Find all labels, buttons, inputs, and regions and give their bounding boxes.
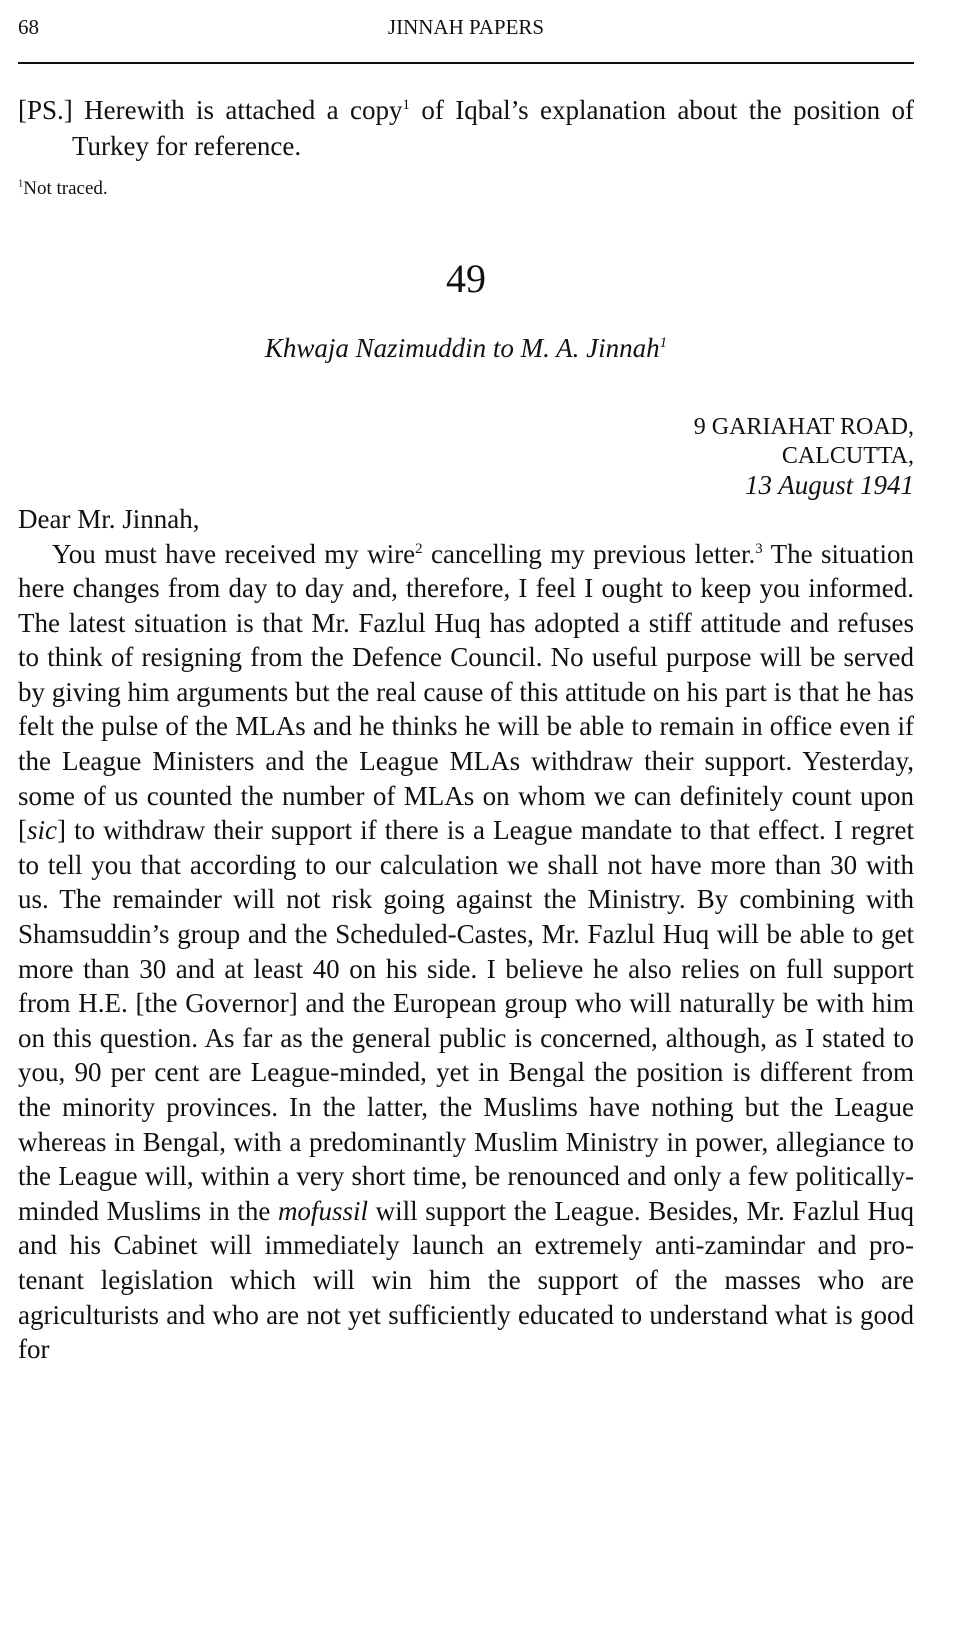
sic-word: sic (27, 815, 57, 846)
letter-body (18, 537, 914, 1367)
postscript-note (18, 92, 914, 164)
footnote-text: Not traced. (23, 178, 108, 199)
footnote (18, 177, 914, 201)
body-segment-4: ] to withdraw their support if there is a League mandate to that effect. I regret to tell you that according to our calculation we shall not have more than 30 with us. The remainder will not risk going against the Ministry. By combining with Shamsuddin’s group and the Scheduled-Castes, Mr. Fazlul Huq will be able to get more than 30 and at least 40 on his side. I believe he also relies on full support from H.E. [the Governor] and the European group who will naturally be with him on this question. As far as the general public is concerned, although, as I stated to you, 90 per cent are League-minded, yet in Bengal the position is different from the minority provinces. In the latter, the Muslims have nothing but the League whereas in Bengal, with a predominantly Muslim Ministry in power, allegiance to the League will, within a very short time, be renounced and only a few politically-minded Muslims in the (18, 815, 914, 1226)
footnote-marker: 1 (18, 178, 24, 190)
ps-text-after: of Iqbal’s explanation about the position of Turkey for reference. (72, 95, 915, 161)
body-segment-1: You must have received my wire (52, 538, 416, 569)
running-head: JINNAH PAPERS (387, 15, 545, 39)
body-segment-5: will support the League. Besides, Mr. Fazlul Huq and his Cabinet will immediately launch an extremely anti-zamindar and pro-tenant legislation which will win him the support of the masses who are agriculturists and who are not yet sufficiently educated to understand what is good for (18, 1195, 915, 1365)
ps-footnote-marker: 1 (402, 97, 410, 113)
document-number: 49 (446, 256, 486, 301)
page-number: 68 (18, 15, 39, 39)
ps-text-before: [PS.] Herewith is attached a copy (18, 95, 403, 125)
document-title (18, 331, 914, 365)
mofussil-word: mofussil (277, 1195, 368, 1226)
page-header (18, 0, 914, 64)
document-title-marker: 1 (659, 335, 668, 351)
book-page (18, 0, 914, 1367)
footnote-marker-3: 3 (755, 540, 763, 557)
body-segment-3: The situation here changes from day to day and, therefore, I feel I ought to keep you informed. The latest situation is that Mr. Fazlul Huq has adopted a stiff attitude and refuses to think of resigning from the Defence Council. No useful purpose will be served by giving him arguments but the real cause of this attitude on his part is that he has felt the pulse of the MLAs and he thinks he will be able to remain in office even if the League Ministers and the League MLAs withdraw their support. Yesterday, some of us counted the number of MLAs on whom we can definitely count upon [ (18, 538, 914, 846)
letter-date: 13 August 1941 (744, 470, 914, 500)
salutation: Dear Mr. Jinnah, (18, 504, 200, 534)
body-segment-2: cancelling my previous letter. (422, 538, 756, 569)
document-title-text: Khwaja Nazimuddin to M. A. Jinnah (264, 333, 660, 363)
footnote-marker-2: 2 (415, 540, 423, 557)
address-line-2: CALCUTTA, (781, 443, 914, 469)
address-line-1: 9 GARIAHAT ROAD, (693, 414, 914, 440)
letter-address (18, 413, 914, 500)
